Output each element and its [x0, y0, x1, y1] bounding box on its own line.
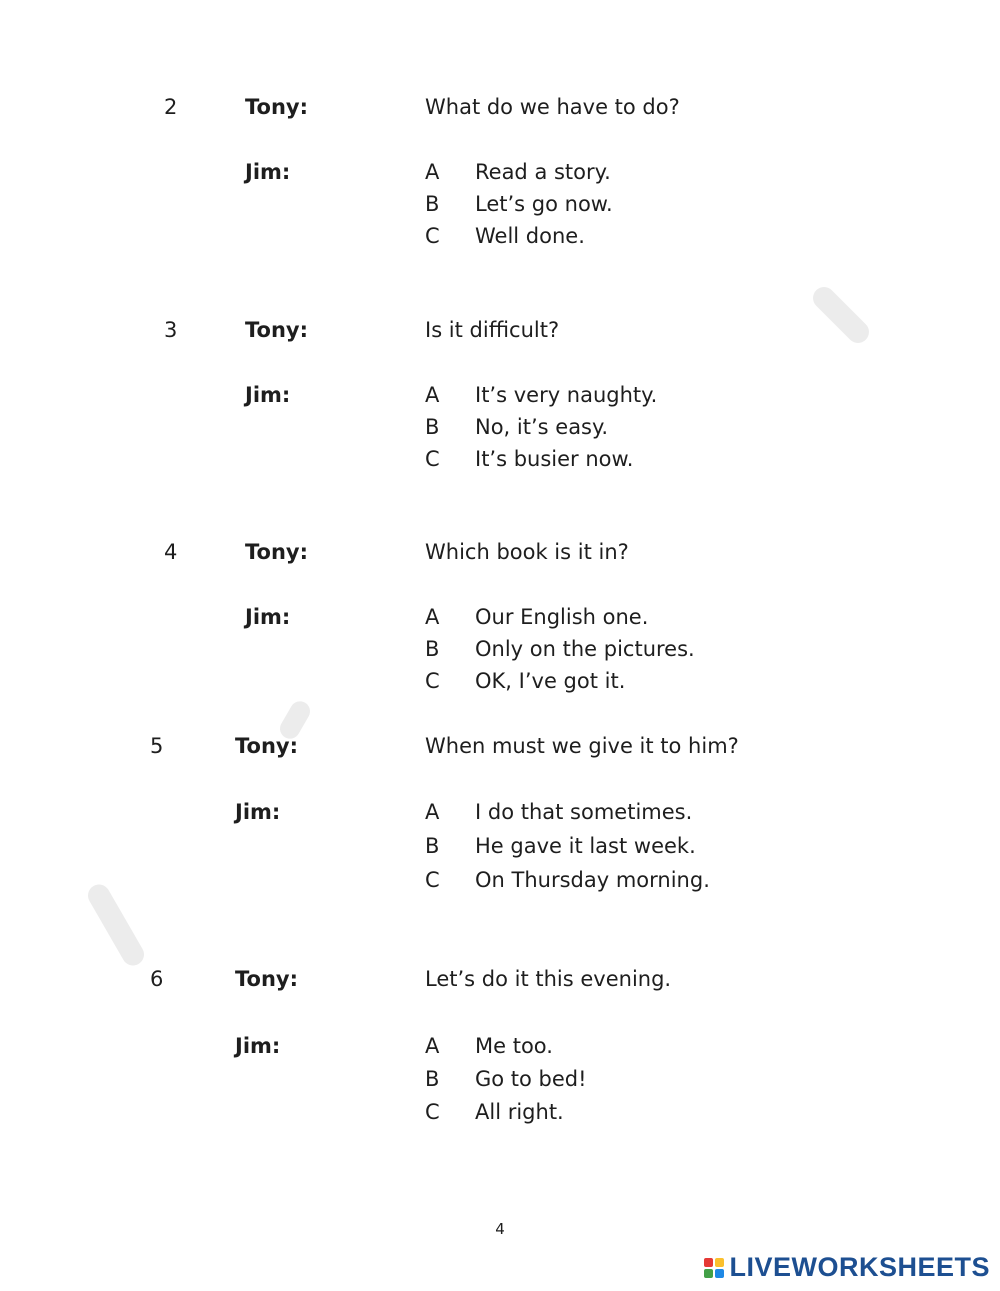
option-a[interactable]	[425, 1034, 553, 1058]
option-letter: A	[425, 160, 440, 184]
option-text: It’s busier now.	[475, 447, 634, 471]
watermark-stroke	[808, 282, 873, 347]
option-text: Read a story.	[475, 160, 611, 184]
tony-prompt: What do we have to do?	[425, 95, 680, 119]
jim-label: Jim:	[235, 800, 281, 824]
option-a[interactable]	[425, 800, 692, 824]
option-c[interactable]	[425, 447, 633, 471]
option-letter: B	[425, 834, 440, 858]
option-letter: B	[425, 637, 440, 661]
question-number: 4	[164, 540, 178, 564]
question-number: 2	[164, 95, 178, 119]
tony-prompt: Let’s do it this evening.	[425, 967, 672, 991]
logo-block	[715, 1258, 724, 1267]
option-b[interactable]	[425, 192, 613, 216]
option-letter: A	[425, 800, 440, 824]
option-text: All right.	[475, 1100, 564, 1124]
option-letter: B	[425, 415, 440, 439]
option-b[interactable]	[425, 637, 695, 661]
option-c[interactable]	[425, 224, 585, 248]
tony-label: Tony:	[245, 95, 308, 119]
option-text: Let’s go now.	[475, 192, 613, 216]
tony-label: Tony:	[245, 540, 308, 564]
option-letter: C	[425, 669, 440, 693]
option-a[interactable]	[425, 383, 657, 407]
option-letter: A	[425, 605, 440, 629]
logo-block	[704, 1269, 713, 1278]
tony-prompt: When must we give it to him?	[425, 734, 739, 758]
option-a[interactable]	[425, 160, 611, 184]
option-c[interactable]	[425, 669, 625, 693]
option-letter: A	[425, 1034, 440, 1058]
logo-text: LIVEWORKSHEETS	[729, 1252, 990, 1282]
logo-block	[704, 1258, 713, 1267]
option-letter: C	[425, 447, 440, 471]
logo-block	[715, 1269, 724, 1278]
option-b[interactable]	[425, 834, 696, 858]
option-b[interactable]	[425, 415, 608, 439]
logo-blocks-icon	[704, 1258, 724, 1278]
option-letter: B	[425, 1067, 440, 1091]
option-text: Well done.	[475, 224, 585, 248]
option-text: Go to bed!	[475, 1067, 587, 1091]
option-text: OK, I’ve got it.	[475, 669, 626, 693]
option-c[interactable]	[425, 868, 710, 892]
option-letter: C	[425, 1100, 440, 1124]
question-number: 5	[150, 734, 164, 758]
jim-label: Jim:	[245, 383, 291, 407]
question-number: 6	[150, 967, 164, 991]
tony-label: Tony:	[245, 318, 308, 342]
option-c[interactable]	[425, 1100, 564, 1124]
watermark-stroke	[84, 881, 148, 970]
option-letter: C	[425, 224, 440, 248]
option-text: Me too.	[475, 1034, 553, 1058]
tony-prompt: Which book is it in?	[425, 540, 629, 564]
option-text: On Thursday morning.	[475, 868, 710, 892]
option-text: I do that sometimes.	[475, 800, 693, 824]
tony-prompt: Is it difficult?	[425, 318, 560, 342]
jim-label: Jim:	[245, 160, 291, 184]
option-b[interactable]	[425, 1067, 587, 1091]
option-letter: B	[425, 192, 440, 216]
jim-label: Jim:	[235, 1034, 281, 1058]
option-letter: C	[425, 868, 440, 892]
tony-label: Tony:	[235, 967, 298, 991]
option-letter: A	[425, 383, 440, 407]
option-text: He gave it last week.	[475, 834, 696, 858]
option-text: No, it’s easy.	[475, 415, 609, 439]
option-a[interactable]	[425, 605, 648, 629]
jim-label: Jim:	[245, 605, 291, 629]
option-text: It’s very naughty.	[475, 383, 658, 407]
page-number: 4	[495, 1220, 505, 1238]
liveworksheets-logo[interactable]	[704, 1252, 990, 1283]
tony-label: Tony:	[235, 734, 298, 758]
option-text: Only on the pictures.	[475, 637, 695, 661]
question-number: 3	[164, 318, 178, 342]
option-text: Our English one.	[475, 605, 649, 629]
